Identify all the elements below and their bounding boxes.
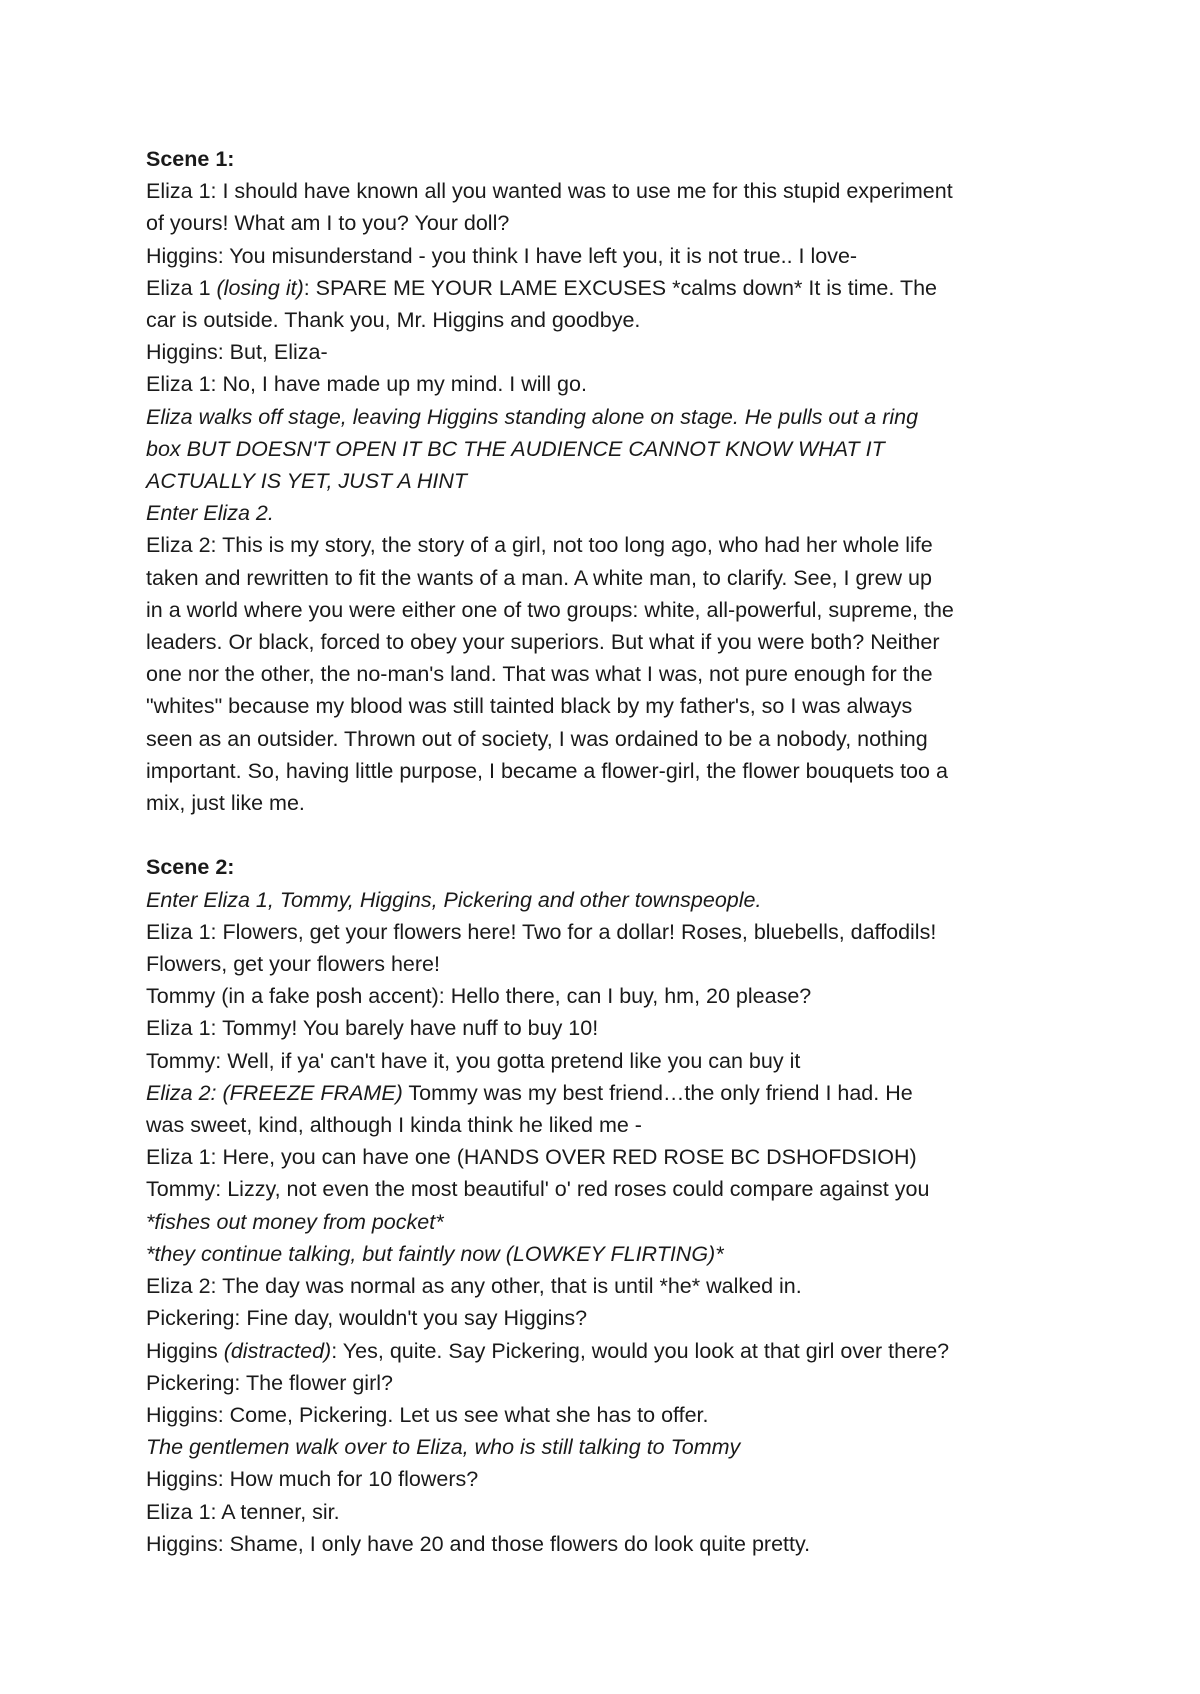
- script-line: [146, 336, 1100, 368]
- dialogue-text: leaders. Or black, forced to obey your superiors. But what if you were both? Neither: [146, 630, 940, 655]
- dialogue-text: Higgins: How much for 10 flowers?: [146, 1467, 479, 1492]
- stage-direction-text: The gentlemen walk over to Eliza, who is still talking to Tommy: [146, 1435, 741, 1460]
- script-line: [146, 1012, 1100, 1044]
- dialogue-text: taken and rewritten to fit the wants of a man. A white man, to clarify. See, I grew up: [146, 565, 932, 590]
- dialogue-text: important. So, having little purpose, I became a flower-girl, the flower bouquets too a: [146, 758, 948, 783]
- script-line: [146, 1238, 1100, 1270]
- dialogue-text: Higgins: You misunderstand - you think I have left you, it is not true.. I love-: [146, 243, 858, 268]
- script-line: [146, 884, 1100, 916]
- heading-text: Scene 2:: [146, 855, 235, 880]
- script-line: [146, 690, 1100, 722]
- script-line: [146, 1367, 1100, 1399]
- dialogue-text: Eliza 1: No, I have made up my mind. I will go.: [146, 372, 587, 397]
- dialogue-text: Higgins: [146, 1338, 224, 1363]
- dialogue-text: one nor the other, the no-man's land. That was what I was, not pure enough for the: [146, 662, 933, 687]
- stage-direction-text: Enter Eliza 2.: [146, 501, 274, 526]
- stage-direction-text: Eliza 2: (FREEZE FRAME): [146, 1080, 403, 1105]
- script-line: [146, 980, 1100, 1012]
- stage-direction-text: (distracted): [223, 1338, 332, 1363]
- dialogue-text: Pickering: Fine day, wouldn't you say Higgins?: [146, 1306, 588, 1331]
- dialogue-text: Tommy: Well, if ya' can't have it, you gotta pretend like you can buy it: [146, 1048, 801, 1073]
- script-line: [146, 1335, 1100, 1367]
- script-line: [146, 1496, 1100, 1528]
- stage-direction-text: (losing it): [216, 275, 304, 300]
- script-line: [146, 529, 1100, 561]
- stage-direction-text: Eliza walks off stage, leaving Higgins standing alone on stage. He pulls out a ring: [146, 404, 919, 429]
- stage-direction-text: *they continue talking, but faintly now (LOWKEY FLIRTING)*: [146, 1241, 724, 1266]
- script-line: [146, 240, 1100, 272]
- blank-line: [146, 819, 1100, 851]
- dialogue-text: "whites" because my blood was still tainted black by my father's, so I was always: [146, 694, 913, 719]
- dialogue-text: Flowers, get your flowers here!: [146, 952, 440, 977]
- dialogue-text: : Yes, quite. Say Pickering, would you look at that girl over there?: [331, 1338, 950, 1363]
- script-line: [146, 626, 1100, 658]
- script-line: [146, 433, 1100, 465]
- script-line: [146, 1431, 1100, 1463]
- dialogue-text: Eliza 1: Tommy! You barely have nuff to buy 10!: [146, 1016, 599, 1041]
- dialogue-text: Tommy: Lizzy, not even the most beautiful' o' red roses could compare against you: [146, 1177, 930, 1202]
- script-line: [146, 497, 1100, 529]
- script-line: [146, 175, 1100, 207]
- script-line: [146, 1077, 1100, 1109]
- script-line: [146, 368, 1100, 400]
- script-line: [146, 594, 1100, 626]
- scene-heading: [146, 851, 1100, 883]
- dialogue-text: Tommy (in a fake posh accent): Hello there, can I buy, hm, 20 please?: [146, 984, 812, 1009]
- script-line: [146, 1109, 1100, 1141]
- script-line: [146, 1141, 1100, 1173]
- script-line: [146, 1173, 1100, 1205]
- script-line: [146, 1399, 1100, 1431]
- dialogue-text: car is outside. Thank you, Mr. Higgins and goodbye.: [146, 308, 641, 333]
- script-line: [146, 304, 1100, 336]
- stage-direction-text: *fishes out money from pocket*: [146, 1209, 444, 1234]
- dialogue-text: Higgins: But, Eliza-: [146, 340, 328, 365]
- dialogue-text: Eliza 2: The day was normal as any other, that is until *he* walked in.: [146, 1274, 802, 1299]
- script-line: [146, 755, 1100, 787]
- script-line: [146, 272, 1100, 304]
- dialogue-text: Eliza 1: Flowers, get your flowers here! Two for a dollar! Roses, bluebells, daffodils!: [146, 919, 937, 944]
- dialogue-text: seen as an outsider. Thrown out of society, I was ordained to be a nobody, nothing: [146, 726, 928, 751]
- script-line: [146, 1270, 1100, 1302]
- dialogue-text: Higgins: Come, Pickering. Let us see what she has to offer.: [146, 1402, 709, 1427]
- script-line: [146, 948, 1100, 980]
- script-line: [146, 723, 1100, 755]
- dialogue-text: Higgins: Shame, I only have 20 and those flowers do look quite pretty.: [146, 1531, 811, 1556]
- heading-text: Scene 1:: [146, 147, 235, 171]
- scene-heading: [146, 143, 1100, 175]
- script-line: [146, 1302, 1100, 1334]
- dialogue-text: Eliza 1: A tenner, sir.: [146, 1499, 340, 1524]
- script-line: [146, 1528, 1100, 1560]
- script-line: [146, 1206, 1100, 1238]
- dialogue-text: was sweet, kind, although I kinda think he liked me -: [146, 1113, 642, 1138]
- script-line: [146, 1045, 1100, 1077]
- script-line: [146, 465, 1100, 497]
- dialogue-text: : SPARE ME YOUR LAME EXCUSES *calms down* It is time. The: [303, 275, 937, 300]
- script-line: [146, 658, 1100, 690]
- dialogue-text: Eliza 2: This is my story, the story of a girl, not too long ago, who had her whole life: [146, 533, 933, 558]
- dialogue-text: Eliza 1: [146, 275, 217, 300]
- script-line: [146, 1463, 1100, 1495]
- script-line: [146, 562, 1100, 594]
- script-line: [146, 916, 1100, 948]
- stage-direction-text: Enter Eliza 1, Tommy, Higgins, Pickering and other townspeople.: [146, 887, 762, 912]
- script-line: [146, 401, 1100, 433]
- dialogue-text: of yours! What am I to you? Your doll?: [146, 211, 510, 236]
- dialogue-text: in a world where you were either one of two groups: white, all-powerful, supreme, the: [146, 597, 954, 622]
- script-line: [146, 787, 1100, 819]
- dialogue-text: Eliza 1: Here, you can have one (HANDS OVER RED ROSE BC DSHOFDSIOH): [146, 1145, 917, 1170]
- dialogue-text: Tommy was my best friend…the only friend I had. He: [402, 1080, 913, 1105]
- script-line: [146, 207, 1100, 239]
- stage-direction-text: ACTUALLY IS YET, JUST A HINT: [146, 469, 468, 494]
- dialogue-text: Eliza 1: I should have known all you wanted was to use me for this stupid experiment: [146, 179, 953, 204]
- stage-direction-text: box BUT DOESN'T OPEN IT BC THE AUDIENCE CANNOT KNOW WHAT IT: [146, 436, 885, 461]
- dialogue-text: Pickering: The flower girl?: [146, 1370, 393, 1395]
- dialogue-text: mix, just like me.: [146, 791, 305, 816]
